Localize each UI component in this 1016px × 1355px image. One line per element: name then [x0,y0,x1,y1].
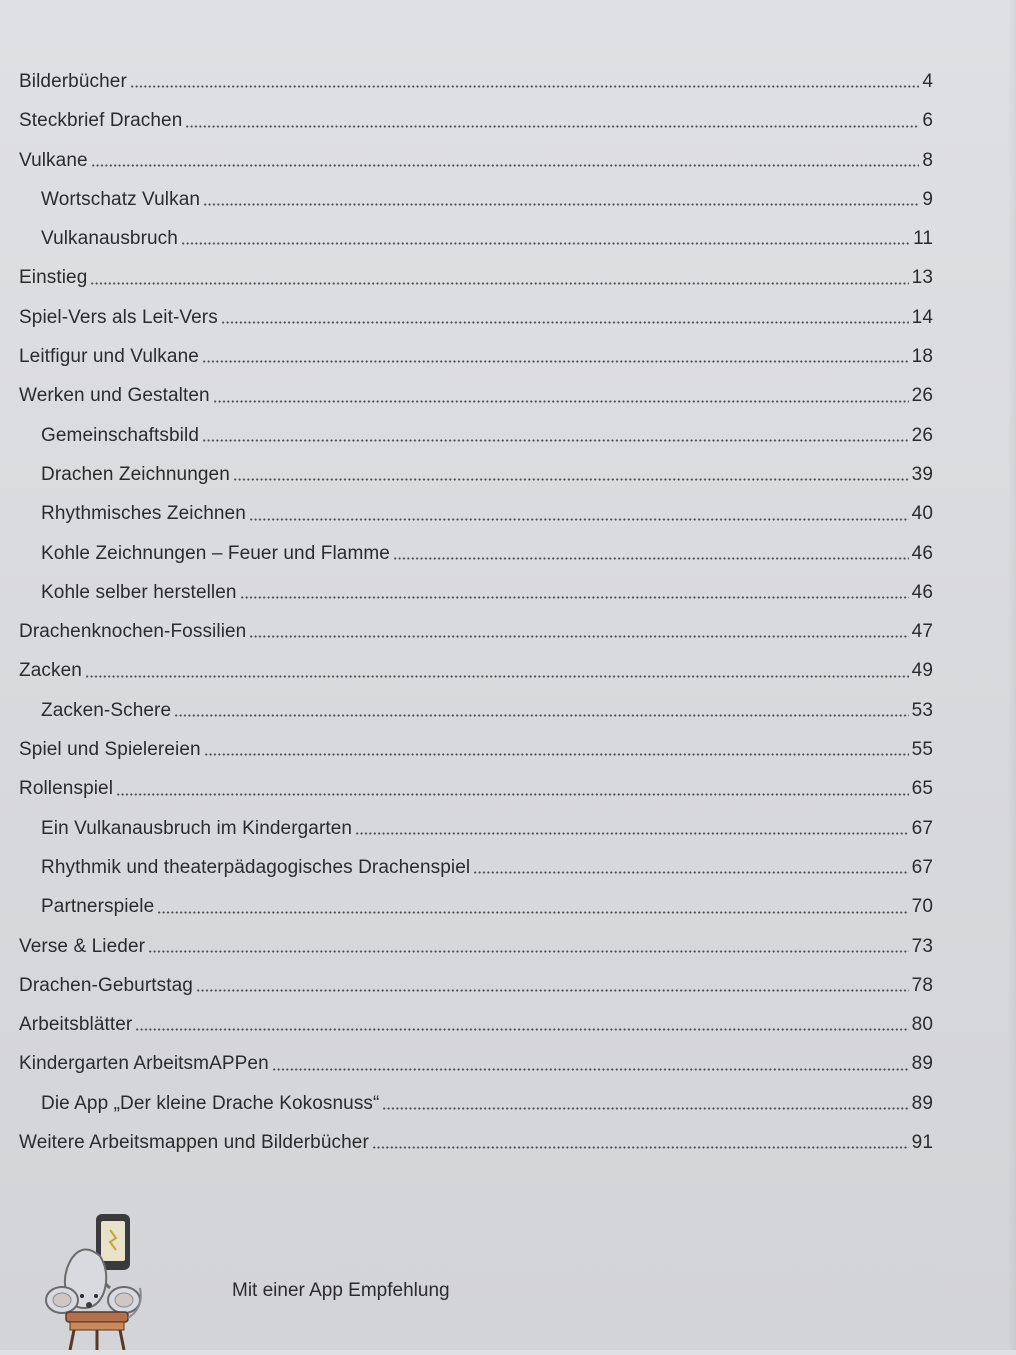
toc-entry [19,848,933,887]
dot-leader [249,635,908,638]
toc-entry-title: Vulkanausbruch [41,228,178,250]
dot-leader [181,242,910,245]
toc-entry-title: Rollenspiel [19,778,114,800]
toc-entry [19,769,933,808]
toc-entry [19,1084,933,1123]
toc-entry-title: Kohle selber herstellen [41,581,237,603]
toc-entry-title: Zacken [19,660,82,682]
toc-entry-title: Vulkane [19,149,88,171]
toc-entry [19,966,933,1005]
toc-entry [19,730,933,769]
toc-entry-title: Spiel-Vers als Leit-Vers [19,306,218,328]
dot-leader [473,871,908,874]
dot-leader [90,282,908,285]
toc-entry-title: Rhythmisches Zeichnen [41,503,246,525]
dot-leader [240,596,909,599]
dot-leader [249,518,909,521]
toc-entry-title: Drachen Zeichnungen [41,463,230,485]
toc-entry [19,1005,933,1044]
toc-entry [19,337,933,376]
toc-entry-title: Spiel und Spielereien [19,739,201,761]
toc-entry-page-number: 89 [911,1092,933,1114]
dot-leader [204,753,909,756]
toc-entry [19,1123,933,1162]
toc-entry-page-number: 8 [922,149,933,171]
toc-entry-page-number: 67 [911,817,933,839]
toc-entry [19,927,933,966]
toc-entry [19,809,933,848]
toc-entry-page-number: 55 [911,739,933,761]
toc-entry-page-number: 18 [911,346,933,368]
toc-entry [19,455,933,494]
dot-leader [202,439,909,442]
toc-entry-page-number: 40 [911,503,933,525]
toc-entry [19,651,933,690]
toc-entry-page-number: 73 [911,935,933,957]
toc-entry [19,219,933,258]
toc-entry-title: Drachenknochen-Fossilien [19,621,247,643]
dot-leader [382,1107,908,1110]
toc-entry-page-number: 46 [911,581,933,603]
toc-entry-page-number: 46 [911,542,933,564]
toc-entry-title: Werken und Gestalten [19,385,210,407]
toc-entry-page-number: 4 [922,71,933,92]
toc-entry-page-number: 9 [922,188,933,210]
dot-leader [85,675,909,678]
dot-leader [233,478,909,481]
toc-entry [19,62,933,101]
toc-entry [19,376,933,415]
toc-entry-page-number: 47 [911,621,933,643]
toc-entry [19,180,933,219]
toc-entry-page-number: 49 [911,660,933,682]
dot-leader [203,203,919,206]
dot-leader [355,832,909,835]
toc-entry-page-number: 91 [911,1132,933,1154]
toc-entry-page-number: 78 [911,974,933,996]
toc-entry-page-number: 53 [911,699,933,721]
toc-entry-title: Die App „Der kleine Drache Kokosnuss“ [41,1092,380,1114]
dot-leader [221,321,909,324]
toc-entry [19,101,933,140]
toc-entry [19,691,933,730]
dot-leader [116,793,909,796]
toc-entry-title: Drachen-Geburtstag [19,974,193,996]
dot-leader [157,911,908,914]
toc-entry-page-number: 80 [911,1014,933,1036]
toc-entry [19,1044,933,1083]
toc-entry-title: Weitere Arbeitsmappen und Bilderbücher [19,1132,369,1154]
toc-entry-page-number: 39 [911,463,933,485]
toc-entry-page-number: 70 [911,896,933,918]
toc-entry [19,573,933,612]
toc-entry-title: Zacken-Schere [41,699,172,721]
toc-entry-page-number: 13 [911,267,933,289]
page-edge-shadow [1008,0,1016,1350]
toc-entry-page-number: 26 [911,424,933,446]
dot-leader [91,164,920,167]
toc-entry-title: Verse & Lieder [19,935,146,957]
toc-entry-page-number: 26 [911,385,933,407]
dot-leader [393,557,909,560]
toc-entry-title: Arbeitsblätter [19,1014,133,1036]
toc-entry-page-number: 6 [922,110,933,132]
toc-entry-page-number: 14 [911,306,933,328]
dot-leader [372,1146,909,1149]
app-recommendation-note: Mit einer App Empfehlung [232,1280,450,1301]
dot-leader [135,1028,908,1031]
table-of-contents [19,62,933,1162]
dot-leader [202,360,909,363]
dot-leader [174,714,909,717]
toc-entry-title: Rhythmik und theaterpädagogisches Drachenspiel [41,856,471,878]
dot-leader [272,1068,909,1071]
toc-entry-page-number: 89 [911,1053,933,1075]
toc-entry-title: Leitfigur und Vulkane [19,346,199,368]
dot-leader [213,400,909,403]
toc-entry-title: Einstieg [19,267,88,289]
dot-leader [148,950,909,953]
toc-entry-title: Kohle Zeichnungen – Feuer und Flamme [41,542,390,564]
toc-entry-page-number: 11 [913,228,933,250]
toc-entry [19,534,933,573]
toc-entry-title: Wortschatz Vulkan [41,188,201,210]
toc-entry-title: Bilderbücher [19,71,127,92]
mouse-with-phone-icon [44,1212,154,1350]
toc-entry [19,887,933,926]
toc-entry-title: Ein Vulkanausbruch im Kindergarten [41,817,353,839]
toc-entry-title: Kindergarten ArbeitsmAPPen [19,1053,269,1075]
toc-entry [19,258,933,297]
toc-entry [19,416,933,455]
dot-leader [130,85,919,88]
toc-entry-title: Gemeinschaftsbild [41,424,199,446]
toc-entry-page-number: 65 [911,778,933,800]
toc-entry-page-number: 67 [911,856,933,878]
toc-entry [19,494,933,533]
toc-entry [19,612,933,651]
dot-leader [185,125,919,128]
dot-leader [196,989,909,992]
toc-entry [19,298,933,337]
toc-entry-title: Steckbrief Drachen [19,110,183,132]
toc-entry-title: Partnerspiele [41,896,155,918]
toc-entry [19,141,933,180]
